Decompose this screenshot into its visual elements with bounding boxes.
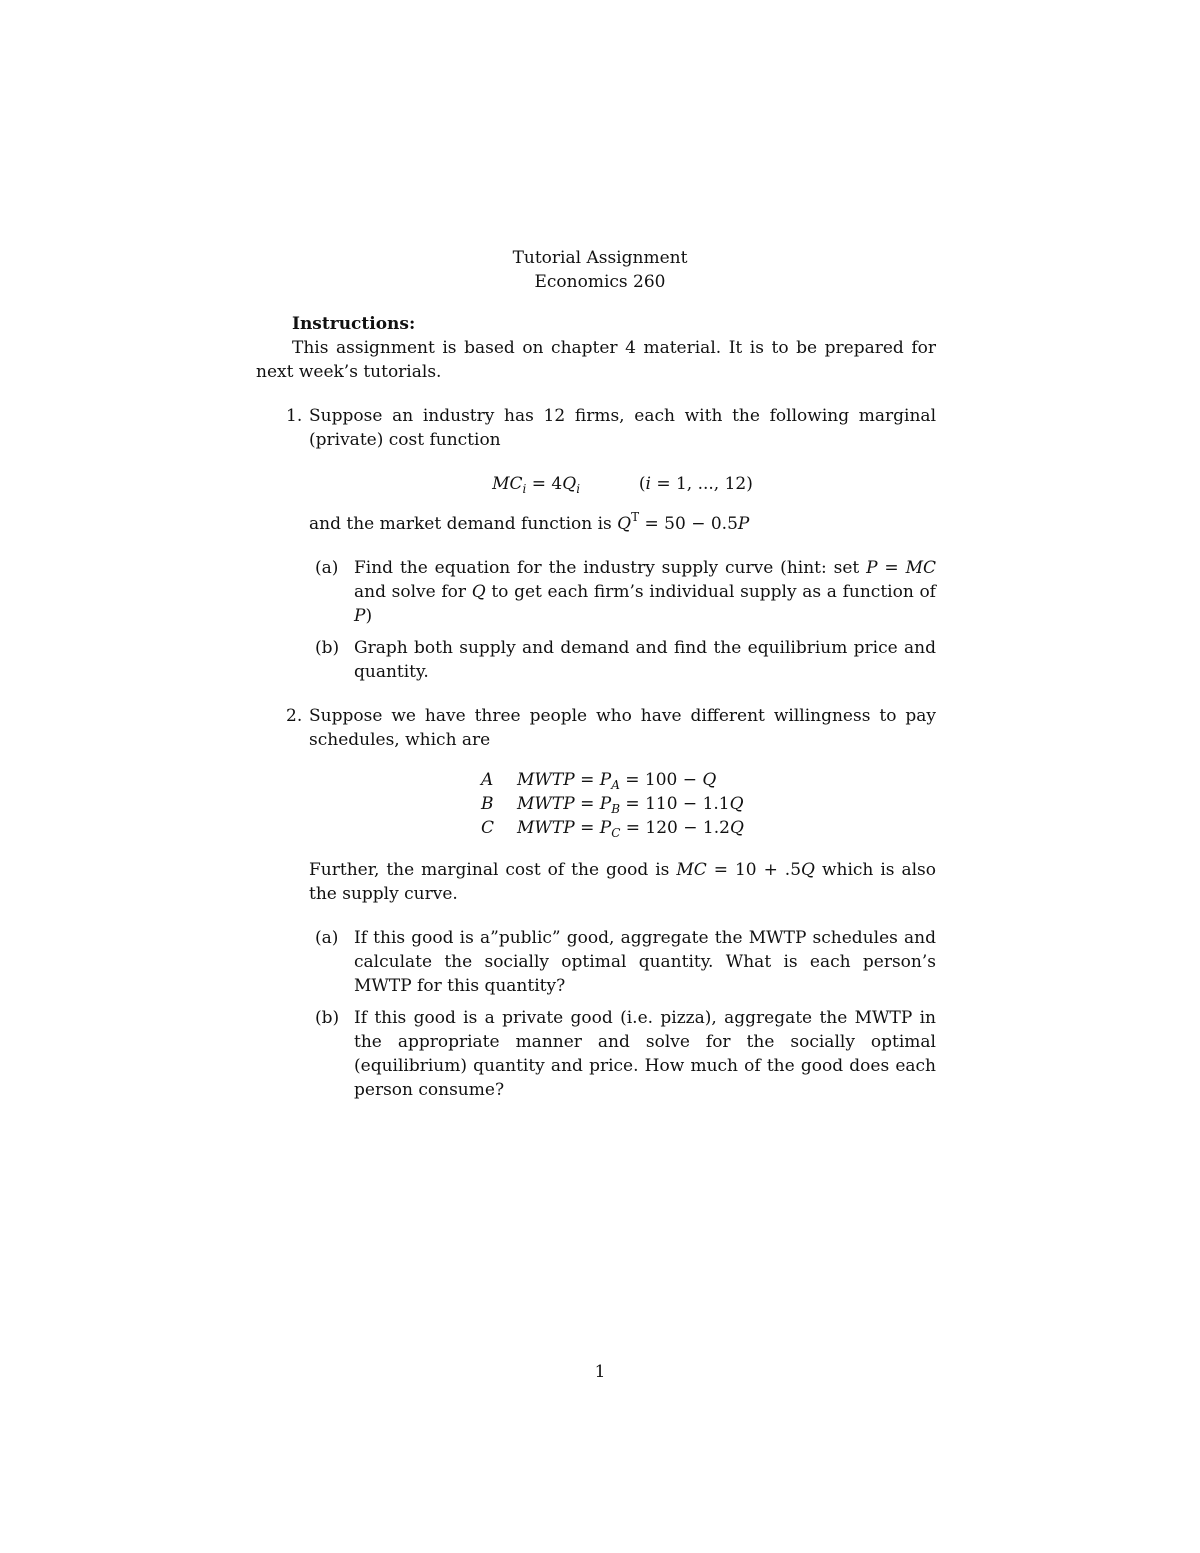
question-1-number: 1. — [286, 406, 303, 426]
question-1 — [256, 404, 936, 684]
schedule-p: P — [599, 770, 612, 790]
q1a-math-q: Q — [471, 582, 486, 602]
question-2-intro: Suppose we have three people who have different willingness to pay schedules, which are — [309, 706, 936, 750]
q1a-text-5: ) — [365, 606, 373, 626]
question-2a — [309, 926, 936, 998]
q1a-text-3: and solve for — [354, 582, 472, 602]
schedule-p-subscript: B — [611, 802, 621, 816]
schedule-p-subscript: C — [611, 826, 621, 840]
schedule-person: A — [481, 770, 494, 790]
schedule-rhs: = 110 − 1.1 — [620, 794, 730, 814]
question-2b-text: If this good is a private good (i.e. pizza), aggregate the MWTP in the appropriate manner and solve for the socially optimal (equilibrium) quantity and price. How much of the good does each person consume? — [354, 1008, 936, 1100]
question-1a — [309, 556, 936, 628]
mc-statement-text-2: = 10 + .5 — [706, 860, 802, 880]
page-number: 1 — [594, 1362, 606, 1382]
q1a-math-mc: MC — [905, 558, 936, 578]
instructions-heading: Instructions: — [292, 314, 416, 334]
willingness-to-pay-schedules — [481, 768, 744, 840]
question-1-subparts — [309, 556, 936, 684]
mc-q-symbol: Q — [562, 474, 577, 494]
marginal-cost-equation — [309, 472, 936, 496]
question-2b — [309, 1006, 936, 1102]
range-open: ( — [638, 474, 646, 494]
schedule-q: Q — [729, 794, 744, 814]
demand-rest: = 50 − 0.5 — [639, 514, 738, 534]
q1a-text-1: Find the equation for the industry supply curve (hint: set — [354, 558, 867, 578]
question-2-subparts — [309, 926, 936, 1102]
schedule-mwtp: MWTP — [517, 794, 575, 814]
schedule-equals: = — [574, 794, 600, 814]
schedule-q: Q — [702, 770, 717, 790]
schedule-row — [481, 816, 744, 840]
q1a-text-4: to get each firm’s individual supply as a function of — [485, 582, 936, 602]
mc-statement-text-1: Further, the marginal cost of the good is — [309, 860, 677, 880]
range-values: = 1, ..., 12) — [650, 474, 753, 494]
schedule-rhs: = 120 − 1.2 — [620, 818, 730, 838]
schedule-p: P — [599, 794, 612, 814]
question-1a-label: (a) — [315, 558, 339, 578]
demand-prefix: and the market demand function is — [309, 514, 618, 534]
mc-subscript: i — [522, 482, 527, 496]
mc-statement-math-q: Q — [801, 860, 815, 880]
question-2a-text: If this good is a”public” good, aggregate the MWTP schedules and calculate the socially optimal quantity. What is each person’s MWTP for this quantity? — [354, 928, 936, 996]
question-2 — [256, 704, 936, 1102]
schedule-equation — [517, 768, 744, 792]
mc-q-subscript: i — [576, 482, 581, 496]
schedule-equals: = — [574, 818, 600, 838]
question-2-number: 2. — [286, 706, 303, 726]
instructions-text: This assignment is based on chapter 4 material. It is to be prepared for next week’s tutorials. — [256, 338, 936, 382]
schedule-q: Q — [729, 818, 744, 838]
schedule-p-subscript: A — [611, 778, 620, 792]
document-title: Tutorial Assignment — [512, 248, 688, 268]
schedule-row — [481, 792, 744, 816]
demand-p-symbol: P — [737, 514, 750, 534]
question-2b-label: (b) — [315, 1008, 340, 1028]
mc-statement-text-3: which is also the supply curve. — [309, 860, 937, 904]
mc-equals: = 4 — [526, 474, 563, 494]
q1a-math-p: P — [866, 558, 878, 578]
mc-symbol: MC — [492, 474, 523, 494]
schedule-mwtp: MWTP — [517, 770, 575, 790]
schedule-equation — [517, 816, 744, 840]
schedule-equation — [517, 792, 744, 816]
course-name: Economics 260 — [534, 272, 666, 292]
marginal-cost-statement — [309, 858, 936, 906]
range-index: i — [645, 474, 651, 494]
schedule-equals: = — [574, 770, 600, 790]
question-1-intro: Suppose an industry has 12 firms, each with the following marginal (private) cost function — [309, 406, 936, 450]
question-1b-text: Graph both supply and demand and find the equilibrium price and quantity. — [354, 638, 936, 682]
q1a-text-2: = — [877, 558, 906, 578]
schedule-row — [481, 768, 744, 792]
schedule-rhs: = 100 − — [619, 770, 703, 790]
demand-q-symbol: Q — [617, 514, 632, 534]
schedule-p: P — [599, 818, 612, 838]
question-1b — [309, 636, 936, 684]
question-2a-label: (a) — [315, 928, 339, 948]
demand-superscript: T — [631, 510, 640, 524]
demand-function-line — [309, 512, 936, 536]
schedule-person: C — [481, 818, 495, 838]
question-1b-label: (b) — [315, 638, 340, 658]
title-block — [0, 246, 1200, 294]
schedule-mwtp: MWTP — [517, 818, 575, 838]
mc-statement-math-mc: MC — [676, 860, 707, 880]
document-body — [256, 312, 936, 1110]
schedule-person: B — [481, 794, 494, 814]
q1a-math-p2: P — [354, 606, 366, 626]
